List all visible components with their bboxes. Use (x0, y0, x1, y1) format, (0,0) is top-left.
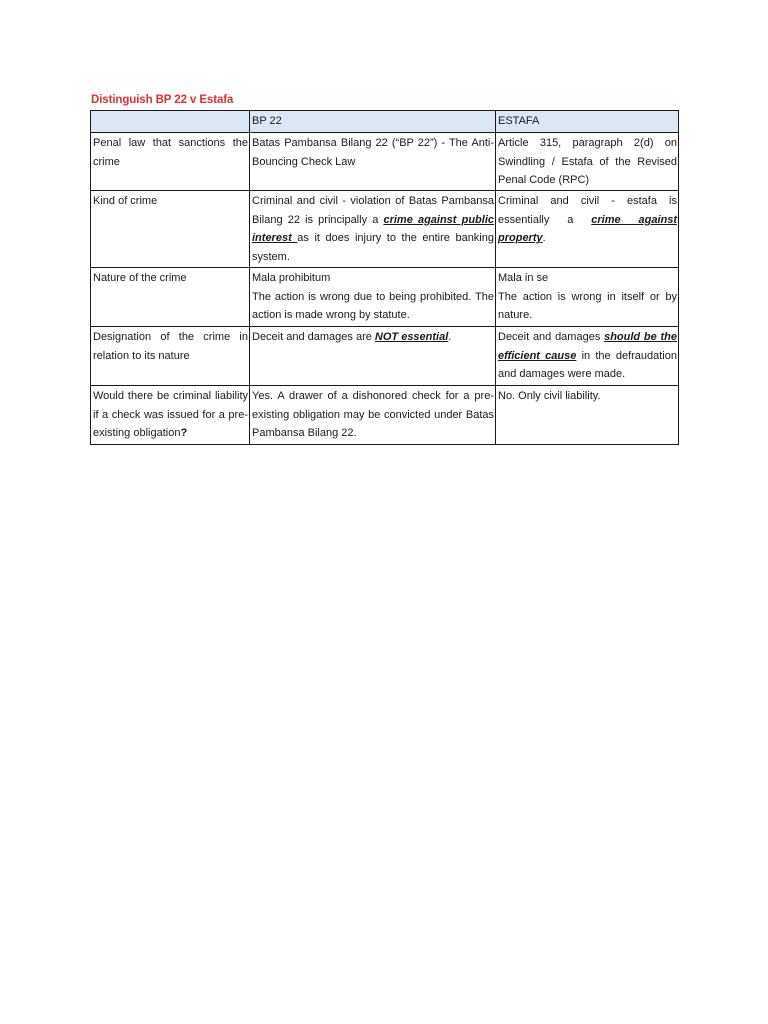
cell-bp22-designation (250, 327, 496, 386)
cell-text: The action is wrong due to being prohibited. The action is made wrong by statute. (252, 290, 494, 322)
row-label-criminal-liability (91, 386, 250, 445)
cell-bp22-kind-of-crime (250, 191, 496, 268)
cell-text: Would there be criminal liability if a check was issued for a pre-existing obligation (93, 390, 248, 440)
emphasis-text: NOT essential (374, 331, 449, 343)
cell-text: . (448, 331, 452, 343)
table-row (91, 133, 679, 191)
cell-text: Mala prohibitum (252, 272, 331, 284)
emphasis-text: should be the efficient cause (498, 331, 678, 362)
table-header-row (91, 111, 679, 133)
table-row (91, 386, 679, 445)
cell-estafa-penal-law: Article 315, paragraph 2(d) on Swindling / Estafa of the Revised Penal Code (RPC) (496, 133, 679, 191)
cell-bp22-criminal-liability: Yes. A drawer of a dishonored check for a pre-existing obligation may be convicted under Batas Pambansa Bilang 22. (250, 386, 496, 445)
document-title: Distinguish BP 22 v Estafa (91, 94, 234, 106)
cell-estafa-nature (496, 268, 679, 327)
cell-text: . (542, 232, 546, 245)
row-label-kind-of-crime: Kind of crime (91, 191, 250, 268)
cell-text: Criminal and civil - estafa is essentially a (498, 195, 677, 226)
cell-bp22-nature (250, 268, 496, 327)
cell-text: Deceit and damages (498, 331, 605, 343)
header-cell-bp22: BP 22 (250, 111, 496, 133)
cell-text: Mala in se (498, 272, 549, 284)
cell-text: Criminal and civil - violation of Batas Pambansa Bilang 22 is principally a (252, 195, 494, 226)
cell-text: The action is wrong in itself or by nature. (498, 290, 677, 322)
question-mark: ? (180, 427, 188, 440)
row-label-nature: Nature of the crime (91, 268, 250, 327)
emphasis-text: crime against public interest (252, 213, 494, 245)
cell-estafa-kind-of-crime (496, 191, 679, 268)
cell-estafa-criminal-liability: No. Only civil liability. (496, 386, 679, 445)
table-row (91, 191, 679, 268)
cell-text: in the defraudation and damages were made. (498, 349, 677, 381)
cell-estafa-designation (496, 327, 679, 386)
emphasis-text: crime against property (498, 213, 677, 245)
header-cell-estafa: ESTAFA (496, 111, 679, 133)
row-label-designation: Designation of the crime in relation to its nature (91, 327, 250, 386)
table-row (91, 268, 679, 327)
header-cell-empty (91, 111, 250, 133)
cell-text: Deceit and damages are (252, 331, 375, 343)
table-row (91, 327, 679, 386)
comparison-table (90, 110, 679, 445)
cell-text: as it does injury to the entire banking system. (252, 232, 494, 263)
row-label-penal-law: Penal law that sanctions the crime (91, 133, 250, 191)
cell-bp22-penal-law: Batas Pambansa Bilang 22 (“BP 22”) - The Anti-Bouncing Check Law (250, 133, 496, 191)
